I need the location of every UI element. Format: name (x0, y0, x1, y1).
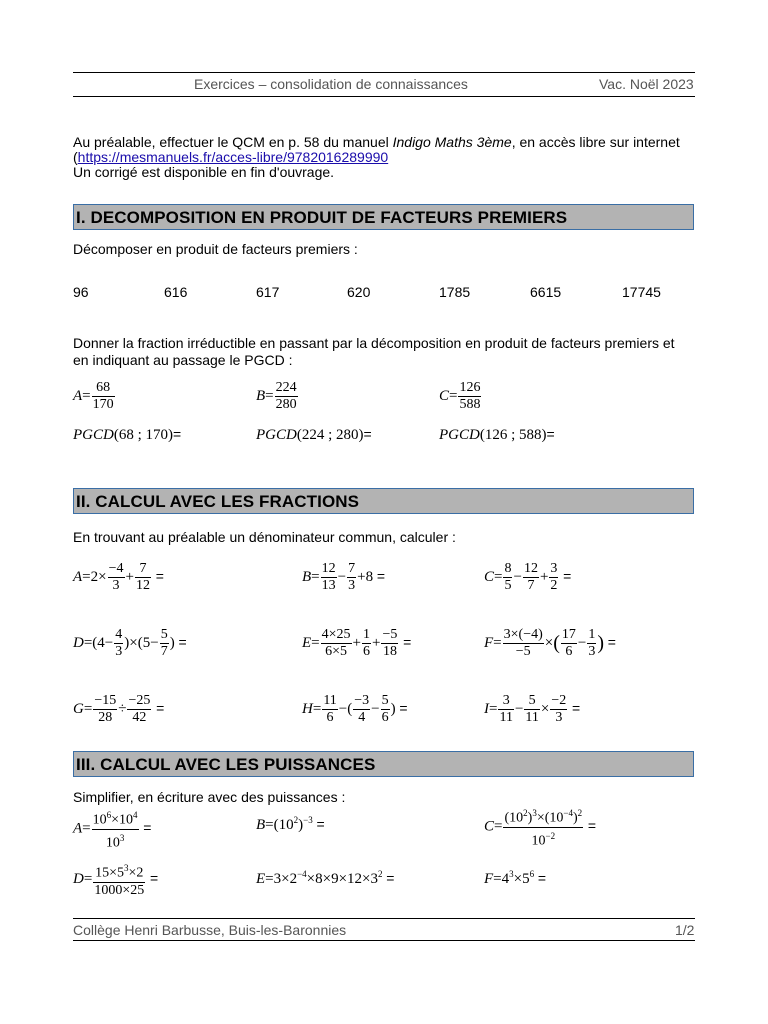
header-period: Vac. Noël 2023 (599, 76, 694, 92)
pgcd-a: PGCD(68 ; 170)= (73, 426, 182, 443)
power-expression-e: $E=3\times 2^{-4}\times 8\times 9\times 12\times 3^2$ = (256, 869, 395, 887)
expression-c: C= $\frac{8}{5}$ − $\frac{12}{7}$ + $\frac{3}{2}$ = (484, 561, 572, 593)
expression-d: D=(4− $\frac{4}{3}$ )×(5− $\frac{5}{7}$ ) = (73, 627, 187, 659)
expression-i: I= $\frac{3}{11}$ − $\frac{5}{11}$ × $\frac{-2}{3}$ = (484, 693, 581, 725)
section1-instruction-2b: en indiquant au passage le PGCD : (73, 352, 293, 368)
number-item: 96 (73, 284, 89, 300)
expression-b: B= $\frac{12}{13}$ − $\frac{7}{3}$ +8 = (302, 561, 386, 593)
section3-instruction: Simplifier, en écriture avec des puissances : (73, 789, 346, 805)
numerator: 126 (459, 380, 481, 395)
pgcd-b: PGCD(224 ; 280)= (256, 426, 372, 443)
expression-h: H= $\frac{11}{6}$ −( $\frac{-3}{4}$ − $\frac{5}{6}$ ) = (302, 693, 408, 725)
section1-instruction-2a: Donner la fraction irréductible en passant par la décomposition en produit de facteurs premiers et (73, 335, 675, 351)
pgcd-args: (126 ; 588) (479, 427, 547, 443)
power-expression-a: A= $\frac{10^6\times 10^4}{10^3}$ = (73, 807, 151, 851)
number-item: 6615 (530, 284, 562, 300)
denominator: 170 (92, 397, 114, 412)
section2-instruction: En trouvant au préalable un dénominateur commun, calculer : (73, 529, 456, 545)
intro-text: Au préalable, effectuer le QCM en p. 58 du manuel (73, 134, 393, 150)
power-expression-d: D= $\frac{15\times 5^3\times 2}{1000\times 25}$ = (73, 860, 158, 899)
number-item: 1785 (439, 284, 471, 300)
book-title: Indigo Maths 3ème (392, 134, 512, 150)
footer-school: Collège Henri Barbusse, Buis-les-Baronnies (73, 922, 347, 938)
intro-text-end: , en accès libre sur internet (511, 134, 680, 150)
number-item: 617 (256, 284, 280, 300)
fraction-c: C= $\frac{126}{588}$ (439, 380, 481, 412)
expression-e: E= $\frac{4\times 25}{6\times 5}$ + $\frac{1}{6}$ + $\frac{-5}{18}$ = (302, 627, 412, 659)
header-top-rule (73, 72, 695, 73)
header-title: Exercices – consolidation de connaissances (194, 76, 468, 92)
number-item: 616 (164, 284, 188, 300)
section1-instruction: Décomposer en produit de facteurs premiers : (73, 241, 358, 257)
pgcd-label: PGCD (73, 427, 114, 443)
var-name: A (73, 387, 83, 404)
number-item: 620 (347, 284, 371, 300)
fraction-b: B= $\frac{224}{280}$ (256, 380, 297, 412)
intro-line-1 (73, 135, 680, 150)
pgcd-args: (68 ; 170) (113, 427, 174, 443)
pgcd-args: (224 ; 280) (296, 427, 364, 443)
numerator: 224 (275, 380, 297, 395)
section-title-1: I. DECOMPOSITION EN PRODUIT DE FACTEURS PREMIERS (76, 208, 568, 227)
expression-f: F= $\frac{3\times(-4)}{-5}$ ×( $\frac{17}{6}$ − $\frac{1}{3}$ ) = (484, 627, 616, 659)
power-expression-b: $B=(10^2)^{-3}$ = (256, 815, 325, 833)
numerator: 68 (92, 380, 115, 397)
denominator: 280 (275, 397, 297, 412)
header-bottom-rule (73, 96, 695, 97)
footer-bottom-rule (73, 940, 695, 941)
var-name: C (439, 387, 450, 404)
section-title-2: II. CALCUL AVEC LES FRACTIONS (76, 492, 360, 511)
section-heading-3 (73, 751, 694, 777)
denominator: 588 (459, 397, 481, 412)
footer-top-rule (73, 918, 695, 919)
expression-g: G= $\frac{-15}{28}$ ÷ $\frac{-25}{42}$ = (73, 693, 165, 725)
power-expression-c: C= $\frac{(10^2)^3\times(10^{-4})^2}{10^{-2}}$ = (484, 805, 596, 849)
power-expression-f: $F=4^3\times 5^6$ = (484, 869, 547, 887)
section-title-3: III. CALCUL AVEC LES PUISSANCES (76, 755, 376, 774)
intro-line-3: Un corrigé est disponible en fin d'ouvrage. (73, 164, 335, 180)
number-item: 17745 (622, 284, 661, 300)
var-name: B (256, 387, 266, 404)
pgcd-label: PGCD (439, 427, 480, 443)
paren-open: ( (73, 149, 78, 165)
intro-line-2 (73, 150, 388, 165)
pgcd-label: PGCD (256, 427, 297, 443)
footer-page-number: 1/2 (675, 922, 695, 938)
fraction-a: A= $\frac{68}{170}$ (73, 380, 114, 412)
section-heading-1 (73, 204, 694, 230)
manual-link[interactable]: https://mesmanuels.fr/acces-libre/9782016289990 (77, 149, 389, 165)
section-heading-2 (73, 488, 694, 514)
pgcd-c: PGCD(126 ; 588)= (439, 426, 555, 443)
expression-a: A=2× $\frac{-4}{3}$ + $\frac{7}{12}$ = (73, 561, 164, 593)
